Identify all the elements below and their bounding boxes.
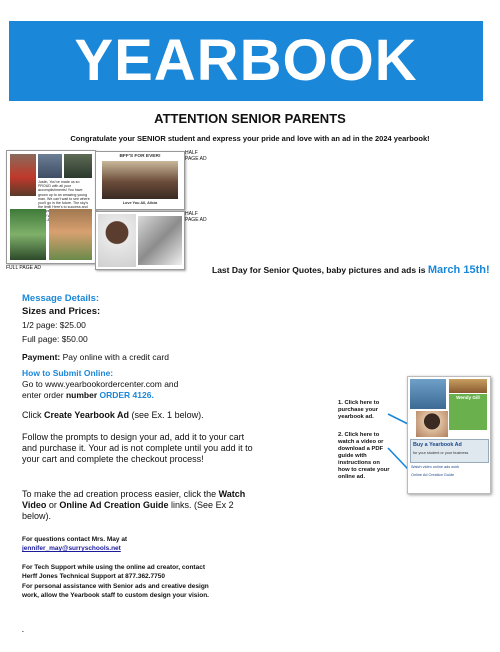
page-heading: ATTENTION SENIOR PARENTS: [154, 111, 346, 126]
bff-title: BFF'S FOR EVER!: [119, 154, 161, 159]
sizes-heading: Sizes and Prices:: [22, 306, 101, 317]
guide-text: Online Ad Creation Guide: [59, 500, 169, 510]
callout-video-guide: 2. Click here to watch a video or download a PDF guide with instructions on how to create your online ad.: [338, 432, 390, 480]
half-page-ad-sample-2: [95, 211, 185, 270]
questions-line: For questions contact Mrs. May at: [22, 536, 128, 543]
photo-friends: [102, 161, 178, 199]
full-page-price: Full page: $50.00: [22, 334, 88, 344]
watch-video-text: Watch Video: [22, 489, 246, 510]
congrats-line: Congratulate your SENIOR student and express your pride and love with an ad in the 2024 yearbook!: [70, 134, 430, 143]
thumb-guide-link[interactable]: Online Ad Creation Guide: [411, 473, 455, 477]
photo-portrait-1: [38, 154, 62, 178]
deadline-date: March 15th!: [427, 264, 490, 276]
follow-prompts-text: Follow the prompts to design your ad, add it to your cart and purchase it. Your ad is not complete until you add it to your cart and complete the checkout process!: [22, 432, 253, 464]
order-number: ORDER 4126.: [99, 390, 154, 400]
submit-line-1: Go to www.yearbookordercenter.com and: [22, 379, 179, 389]
tech-support-line-2: Herff Jones Technical Support at 877.362.7750: [22, 573, 165, 580]
submit-line-2: [22, 390, 154, 401]
callout-purchase: 1. Click here to purchase your yearbook ad.: [338, 400, 380, 420]
tech-support-line-1: For Tech Support while using the online ad creator, contact: [22, 564, 205, 571]
click-a: Click: [22, 410, 44, 420]
trailing-dot: .: [22, 627, 24, 634]
submit-line-2b: number: [65, 390, 100, 400]
assistance-line-1: For personal assistance with Senior ads and creative design: [22, 583, 209, 590]
half-page-label-1: HALF PAGE AD: [185, 150, 207, 162]
deadline-line: [212, 264, 490, 276]
contact-email-link[interactable]: jennifer_may@surryschools.net: [22, 545, 121, 552]
payment-line: [22, 352, 169, 363]
photo-graduate: [10, 209, 46, 260]
click-c: (see Ex. 1 below).: [129, 410, 204, 420]
photo-portrait-2: [64, 154, 92, 178]
thumb-name-badge: Wendy Gill: [456, 395, 480, 400]
thumb-photo-top-right: [449, 379, 487, 393]
payment-text: Pay online with a credit card: [60, 352, 169, 362]
thumb-buy-ad-button[interactable]: [410, 439, 489, 463]
thumb-photo-top: [410, 379, 446, 409]
easier-e: links. (See Ex 2 below).: [22, 500, 234, 521]
message-details-heading: Message Details:: [22, 293, 100, 304]
easier-c: or: [46, 500, 60, 510]
click-instruction: [22, 410, 204, 421]
photo-graduate-girl: [98, 214, 136, 267]
easier-a: To make the ad creation process easier, click the: [22, 489, 219, 499]
half-page-ad-sample-1: [95, 151, 185, 210]
create-ad-text: Create Yearbook Ad: [44, 410, 130, 420]
half-page-label-2: HALF PAGE AD: [185, 211, 207, 223]
buy-ad-sub: for your student or your business: [413, 451, 469, 455]
submit-line-2a: enter order: [22, 390, 66, 400]
love-caption: Love You All, Alicia: [122, 201, 158, 205]
yearbook-banner: [9, 21, 483, 101]
assistance-line-2: work, allow the Yearbook staff to custom design your vision.: [22, 592, 209, 599]
full-page-label: FULL PAGE AD: [6, 265, 42, 271]
half-page-price: 1/2 page: $25.00: [22, 320, 86, 330]
easier-instruction: [22, 489, 258, 522]
buy-ad-heading: Buy a Yearbook Ad: [413, 442, 462, 448]
full-page-ad-sample: [6, 150, 96, 264]
submit-heading: How to Submit Online:: [22, 368, 114, 378]
thumb-student-photo: [416, 411, 448, 437]
website-thumbnail: [407, 376, 491, 494]
photo-children: [49, 209, 92, 260]
payment-label: Payment:: [22, 352, 61, 362]
ad-note-text: Justin, You've made us so PROUD with all your accomplishments! You have grown up to an amazing young man. We can't wait to see where you'll go in the future. The sky's the limit! Here's to success and: [38, 180, 90, 210]
photo-decor: [138, 216, 182, 265]
photo-red-shirt: [10, 154, 36, 196]
banner-title: YEARBOOK: [74, 28, 418, 93]
deadline-text: Last Day for Senior Quotes, baby pictures and ads is: [212, 265, 428, 275]
thumb-watch-video-link[interactable]: Watch video online ads work: [411, 465, 460, 469]
